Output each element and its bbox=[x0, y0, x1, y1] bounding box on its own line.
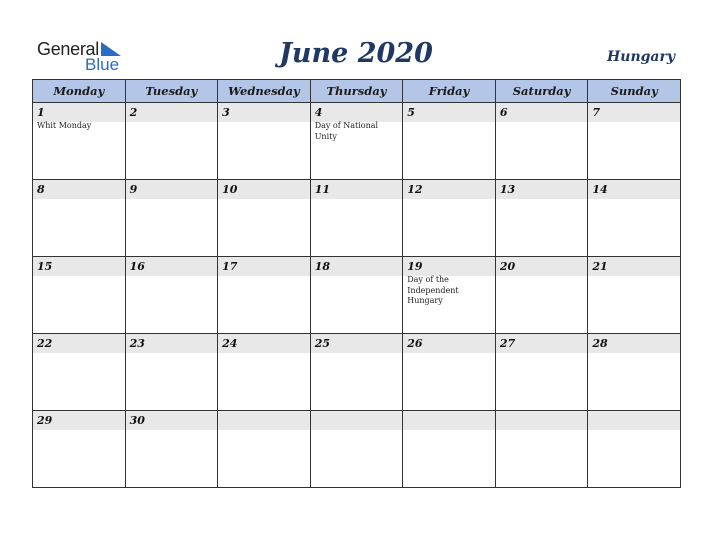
day-cell bbox=[33, 334, 126, 411]
day-cell bbox=[125, 180, 218, 257]
day-cell bbox=[588, 334, 681, 411]
day-cell bbox=[495, 334, 588, 411]
day-number: 4 bbox=[311, 103, 403, 122]
day-number: 19 bbox=[403, 257, 495, 276]
day-number: 17 bbox=[218, 257, 310, 276]
day-number: 23 bbox=[126, 334, 218, 353]
day-cell bbox=[403, 411, 496, 488]
day-number: 16 bbox=[126, 257, 218, 276]
day-cell bbox=[33, 411, 126, 488]
logo-word-blue: Blue bbox=[85, 55, 120, 74]
day-number: 13 bbox=[496, 180, 588, 199]
day-cell bbox=[403, 180, 496, 257]
day-cell bbox=[495, 257, 588, 334]
day-number bbox=[403, 411, 495, 430]
day-number: 12 bbox=[403, 180, 495, 199]
day-cell bbox=[33, 103, 126, 180]
holiday-label: Day of the Independent Hungary bbox=[407, 275, 459, 305]
week-row bbox=[33, 180, 681, 257]
day-cell bbox=[125, 411, 218, 488]
weekday-header: Saturday bbox=[495, 80, 588, 103]
day-cell bbox=[588, 180, 681, 257]
day-number: 30 bbox=[126, 411, 218, 430]
day-number: 1 bbox=[33, 103, 125, 122]
logo-word-general: General bbox=[37, 39, 99, 59]
day-number: 27 bbox=[496, 334, 588, 353]
day-cell bbox=[125, 334, 218, 411]
day-number: 29 bbox=[33, 411, 125, 430]
country-label: Hungary bbox=[607, 49, 675, 65]
weekday-header: Tuesday bbox=[125, 80, 218, 103]
day-number: 7 bbox=[588, 103, 680, 122]
day-number bbox=[496, 411, 588, 430]
weekday-header: Thursday bbox=[310, 80, 403, 103]
day-cell bbox=[33, 257, 126, 334]
calendar-grid bbox=[32, 79, 681, 488]
day-cell bbox=[310, 103, 403, 180]
weekday-header: Wednesday bbox=[218, 80, 311, 103]
calendar-body bbox=[33, 103, 681, 488]
day-cell bbox=[588, 103, 681, 180]
day-cell bbox=[218, 411, 311, 488]
day-cell bbox=[588, 257, 681, 334]
day-cell bbox=[310, 180, 403, 257]
day-cell bbox=[310, 257, 403, 334]
day-number: 18 bbox=[311, 257, 403, 276]
day-cell bbox=[310, 334, 403, 411]
day-cell bbox=[125, 257, 218, 334]
page-title: June 2020 bbox=[279, 38, 433, 69]
day-cell bbox=[495, 411, 588, 488]
day-number: 28 bbox=[588, 334, 680, 353]
day-number: 14 bbox=[588, 180, 680, 199]
day-number bbox=[588, 411, 680, 430]
day-number: 21 bbox=[588, 257, 680, 276]
holiday-label: Day of National Unity bbox=[314, 121, 379, 141]
day-number bbox=[218, 411, 310, 430]
day-number: 25 bbox=[311, 334, 403, 353]
day-number: 26 bbox=[403, 334, 495, 353]
day-number: 22 bbox=[33, 334, 125, 353]
day-number: 8 bbox=[33, 180, 125, 199]
week-row bbox=[33, 334, 681, 411]
day-number: 6 bbox=[496, 103, 588, 122]
weekday-header-row bbox=[33, 80, 681, 103]
day-number: 24 bbox=[218, 334, 310, 353]
holiday-label: Whit Monday bbox=[37, 121, 92, 130]
day-cell bbox=[218, 180, 311, 257]
weekday-header: Monday bbox=[33, 80, 126, 103]
day-number: 2 bbox=[126, 103, 218, 122]
day-cell bbox=[495, 103, 588, 180]
day-number: 11 bbox=[311, 180, 403, 199]
day-cell bbox=[218, 257, 311, 334]
day-number: 20 bbox=[496, 257, 588, 276]
day-number bbox=[311, 411, 403, 430]
week-row bbox=[33, 411, 681, 488]
day-cell bbox=[588, 411, 681, 488]
day-cell bbox=[218, 103, 311, 180]
week-row bbox=[33, 257, 681, 334]
weekday-header: Sunday bbox=[588, 80, 681, 103]
week-row bbox=[33, 103, 681, 180]
day-cell bbox=[218, 334, 311, 411]
day-number: 5 bbox=[403, 103, 495, 122]
day-number: 15 bbox=[33, 257, 125, 276]
day-cell bbox=[495, 180, 588, 257]
weekday-header: Friday bbox=[403, 80, 496, 103]
day-cell bbox=[310, 411, 403, 488]
day-number: 3 bbox=[218, 103, 310, 122]
day-cell bbox=[403, 103, 496, 180]
day-cell bbox=[33, 180, 126, 257]
day-cell bbox=[125, 103, 218, 180]
day-number: 10 bbox=[218, 180, 310, 199]
day-number: 9 bbox=[126, 180, 218, 199]
day-cell bbox=[403, 257, 496, 334]
day-cell bbox=[403, 334, 496, 411]
